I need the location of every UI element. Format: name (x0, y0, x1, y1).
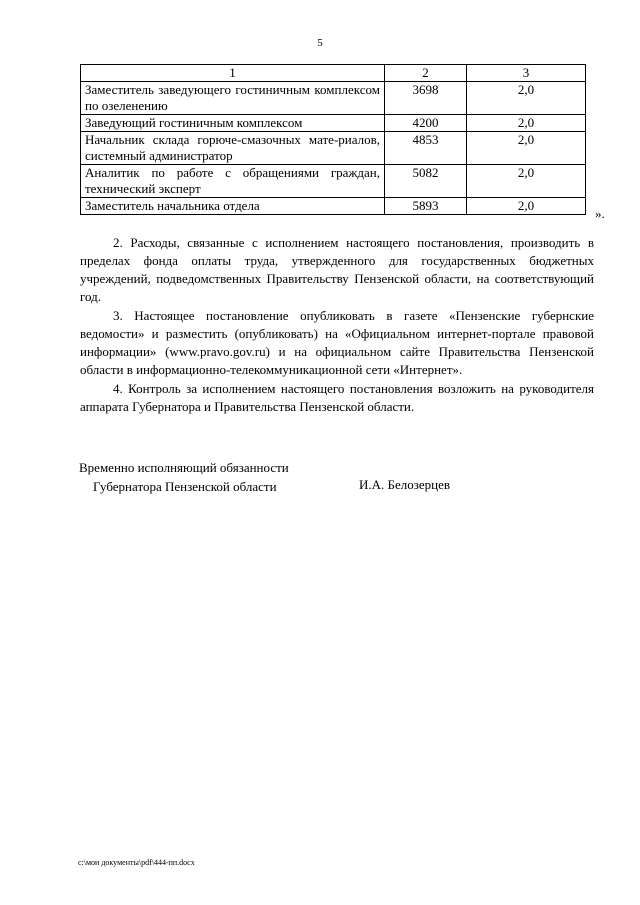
position-cell: Заместитель заведующего гостиничным комплексом по озеленению (81, 82, 385, 115)
salary-cell: 4200 (385, 115, 467, 132)
table-row (81, 198, 586, 215)
position-cell: Аналитик по работе с обращениями граждан, технический эксперт (81, 165, 385, 198)
coefficient-cell: 2,0 (467, 165, 586, 198)
table-row (81, 132, 586, 165)
page-number: 5 (317, 37, 323, 49)
positions-table (80, 64, 586, 215)
header-cell-2: 2 (385, 65, 467, 82)
header-cell-3: 3 (467, 65, 586, 82)
position-cell: Начальник склада горюче-смазочных мате-риалов, системный администратор (81, 132, 385, 165)
paragraph-4: 4. Контроль за исполнением настоящего постановления возложить на руководителя аппарата Губернатора и Правительства Пензенской области. (80, 381, 594, 414)
paragraph-3: 3. Настоящее постановление опубликовать в газете «Пензенские губернские ведомости» и разместить (опубликовать) на «Официальном интернет-портале правовой информации» (www.pravo.gov.ru) и на официальном сайте Правительства Пензенской области в информационно-телекоммуникационной сети «Интернет». (80, 308, 594, 377)
coefficient-cell: 2,0 (467, 132, 586, 165)
salary-cell: 5082 (385, 165, 467, 198)
coefficient-cell: 2,0 (467, 115, 586, 132)
coefficient-cell: 2,0 (467, 82, 586, 115)
signatory-title (79, 458, 289, 496)
signatory-name: И.А. Белозерцев (359, 477, 451, 492)
signatory-title-line-1: Временно исполняющий обязанности (79, 460, 289, 475)
signatory-title-line-2: Губернатора Пензенской области (93, 479, 277, 494)
position-cell: Заведующий гостиничным комплексом (81, 115, 385, 132)
table-header-row (81, 65, 586, 82)
paragraph-2: 2. Расходы, связанные с исполнением настоящего постановления, производить в пределах фонда оплаты труда, утвержденного для государственных бюджетных учреждений, подведомственных Правительству Пензенской области, на соответствующий год. (80, 235, 594, 304)
header-cell-1: 1 (81, 65, 385, 82)
salary-cell: 5893 (385, 198, 467, 215)
body-paragraphs (80, 234, 594, 417)
salary-cell: 3698 (385, 82, 467, 115)
coefficient-cell: 2,0 (467, 198, 586, 215)
table-row (81, 115, 586, 132)
position-cell: Заместитель начальника отдела (81, 198, 385, 215)
table-row (81, 82, 586, 115)
table-closing-quote: ». (595, 206, 605, 221)
footer-file-path: c:\мои документы\pdf\444-пп.docx (78, 858, 195, 867)
salary-cell: 4853 (385, 132, 467, 165)
table-row (81, 165, 586, 198)
